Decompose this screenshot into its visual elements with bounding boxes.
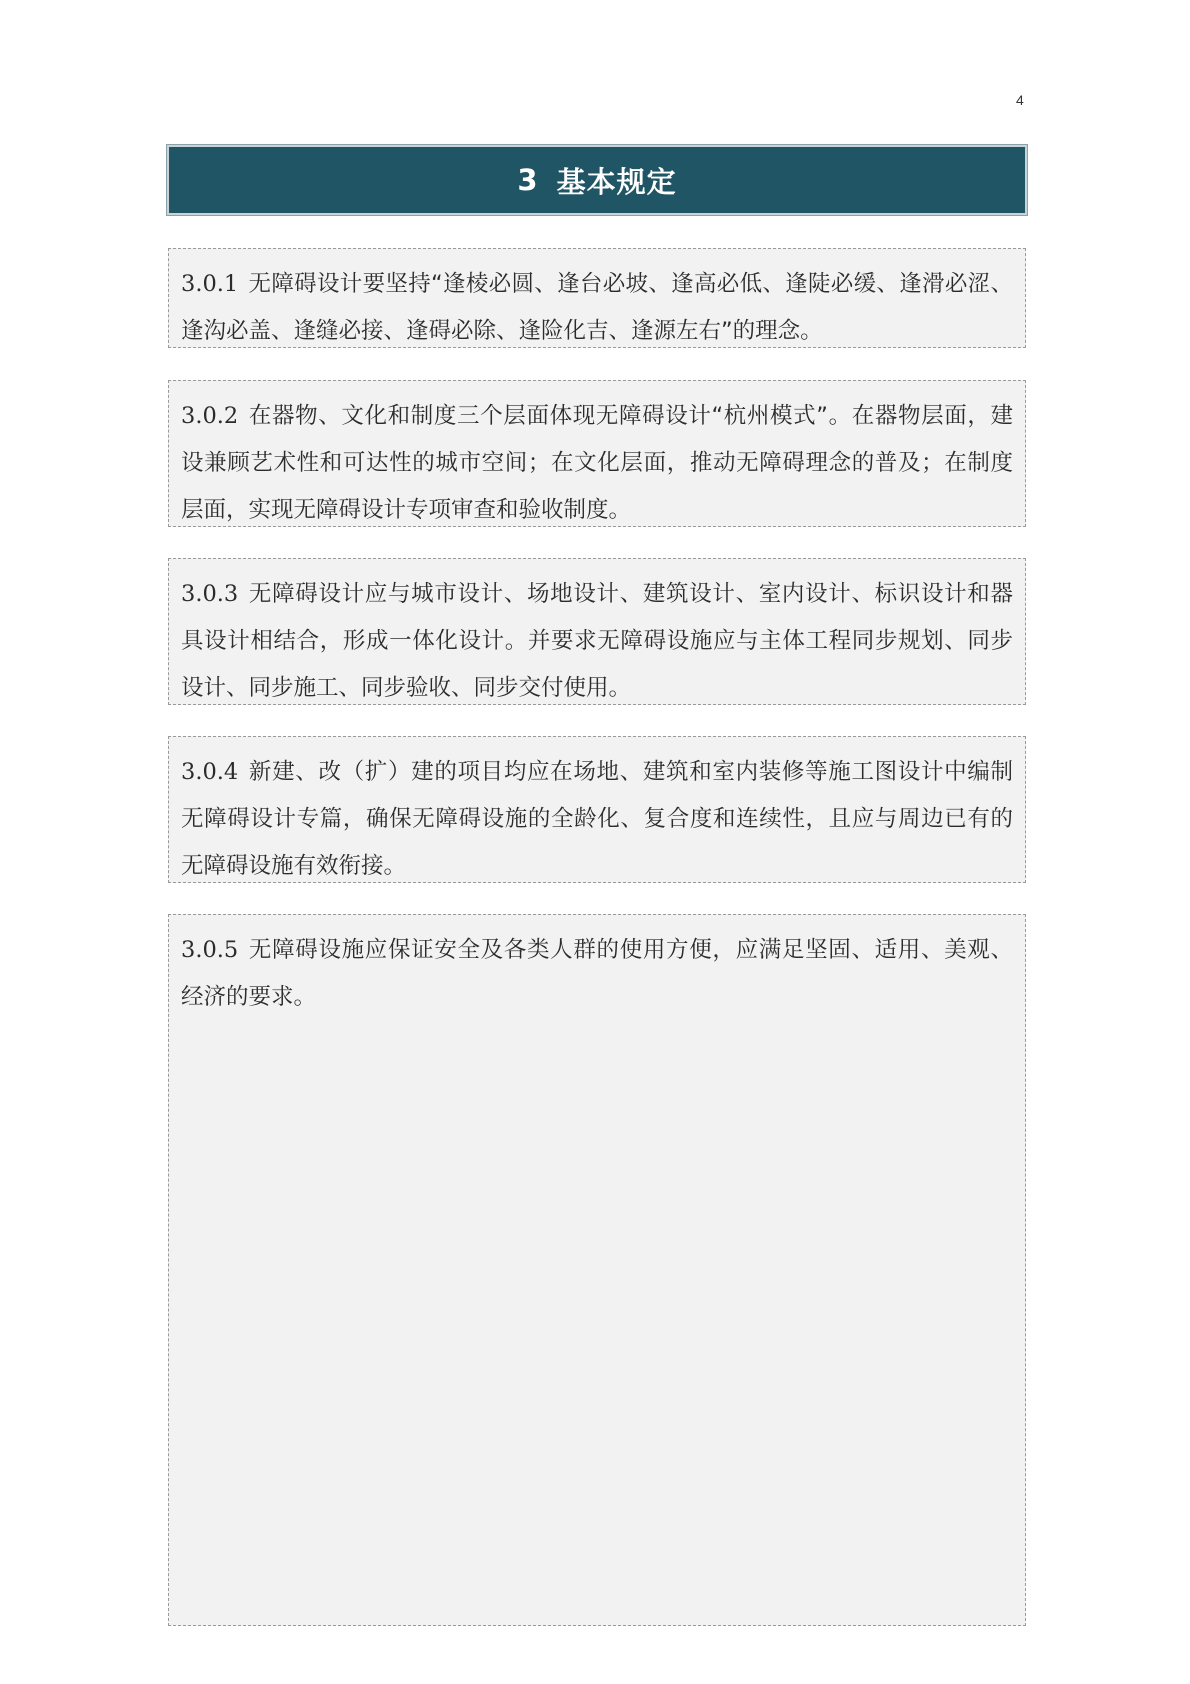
clause-text: 无障碍设施应保证安全及各类人群的使用方便，应满足坚固、适用、美观、经济的要求。 [181,937,1013,1010]
chapter-title: 基本规定 [556,164,677,199]
clause-number: 3.0.1 [181,271,239,297]
clause-number: 3.0.3 [181,581,239,607]
clause-3-0-2 [168,380,1026,527]
chapter-number: 3 [517,163,539,197]
chapter-heading [167,145,1027,215]
clause-3-0-4 [168,736,1026,883]
clause-text: 新建、改（扩）建的项目均应在场地、建筑和室内装修等施工图设计中编制无障碍设计专篇，确保无障碍设施的全龄化、复合度和连续性，且应与周边已有的无障碍设施有效衔接。 [181,759,1013,879]
clause-number: 3.0.4 [181,759,239,785]
clause-number: 3.0.2 [181,403,239,429]
clause-3-0-1 [168,248,1026,348]
clause-3-0-3 [168,558,1026,705]
clause-text: 无障碍设计要坚持“逢棱必圆、逢台必坡、逢高必低、逢陡必缓、逢滑必涩、逢沟必盖、逢缝必接、逢碍必除、逢险化吉、逢源左右”的理念。 [181,271,1013,344]
clause-number: 3.0.5 [181,937,239,963]
clause-text: 在器物、文化和制度三个层面体现无障碍设计“杭州模式”。在器物层面，建设兼顾艺术性和可达性的城市空间；在文化层面，推动无障碍理念的普及；在制度层面，实现无障碍设计专项审查和验收制度。 [181,403,1013,523]
clause-text: 无障碍设计应与城市设计、场地设计、建筑设计、室内设计、标识设计和器具设计相结合，形成一体化设计。并要求无障碍设施应与主体工程同步规划、同步设计、同步施工、同步验收、同步交付使用。 [181,581,1013,701]
page-number: 4 [1016,92,1024,108]
clause-3-0-5 [168,914,1026,1626]
